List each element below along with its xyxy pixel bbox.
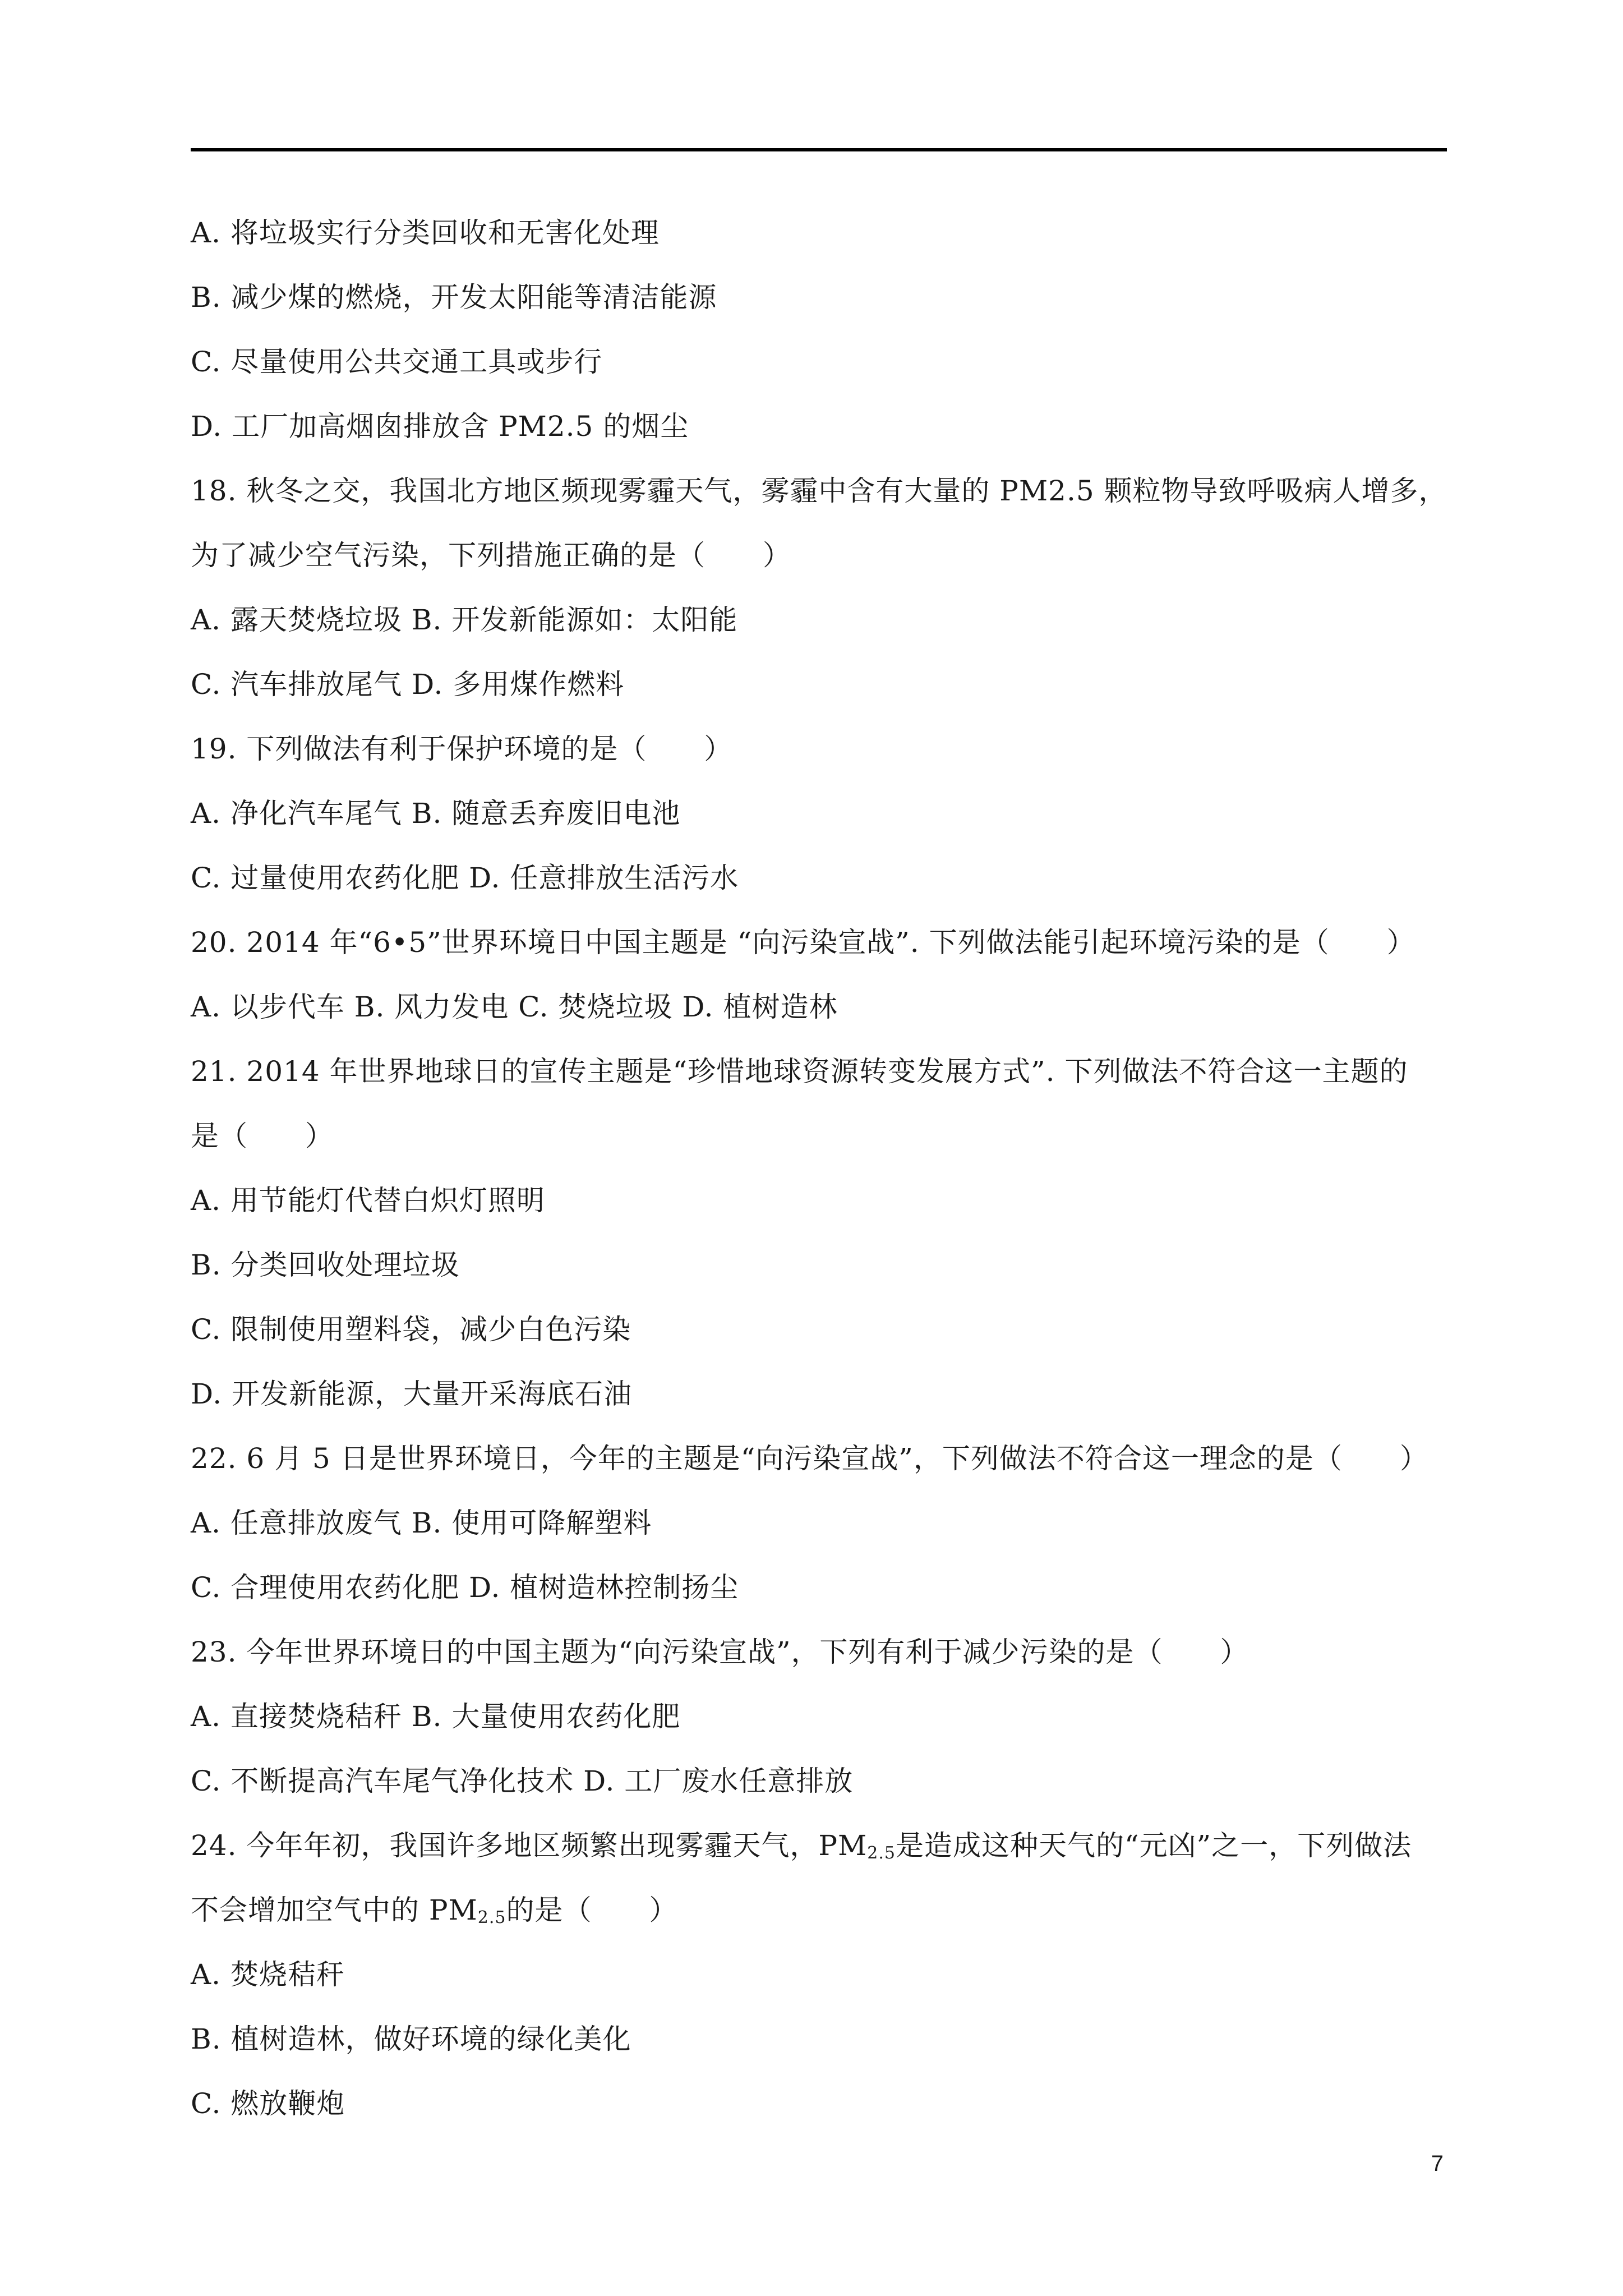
- options-23-ab: A. 直接焚烧秸秆 B. 大量使用农药化肥: [191, 1700, 681, 1733]
- question-19: 19. 下列做法有利于保护环境的是（ ）: [191, 733, 733, 765]
- options-22-ab: A. 任意排放废气 B. 使用可降解塑料: [191, 1507, 652, 1539]
- option-21a: A. 用节能灯代替白炽灯照明: [191, 1184, 545, 1217]
- page-content: [191, 201, 1447, 2136]
- header-rule: [191, 148, 1447, 151]
- q24-line1-text-a: 24. 今年年初，我国许多地区频繁出现雾霾天气，PM: [191, 1829, 868, 1862]
- q24-line2-text-a: 不会增加空气中的 PM: [191, 1894, 478, 1926]
- option-17d: D. 工厂加高烟囱排放含 PM2.5 的烟尘: [191, 410, 689, 443]
- question-21-line-1: 21. 2014 年世界地球日的宣传主题是“珍惜地球资源转变发展方式”. 下列做法不符合这一主题的: [191, 1055, 1408, 1088]
- options-19-cd: C. 过量使用农药化肥 D. 任意排放生活污水: [191, 862, 739, 894]
- page-number: 7: [1431, 2151, 1444, 2176]
- question-22: 22. 6 月 5 日是世界环境日，今年的主题是“向污染宣战”，下列做法不符合这一理念的是（ ）: [191, 1442, 1428, 1475]
- option-21d: D. 开发新能源，大量开采海底石油: [191, 1378, 633, 1410]
- option-17b: B. 减少煤的燃烧，开发太阳能等清洁能源: [191, 281, 717, 314]
- option-17a: A. 将垃圾实行分类回收和无害化处理: [191, 217, 660, 249]
- options-18-ab: A. 露天焚烧垃圾 B. 开发新能源如：太阳能: [191, 604, 738, 636]
- q24-line1-subscript: 2.5: [867, 1843, 896, 1863]
- option-24a: A. 焚烧秸秆: [191, 1958, 345, 1991]
- question-18-line-1: 18. 秋冬之交，我国北方地区频现雾霾天气，雾霾中含有大量的 PM2.5 颗粒物导致呼吸病人增多，: [191, 475, 1447, 507]
- question-21-line-2: 是（ ）: [191, 1120, 334, 1152]
- question-20: 20. 2014 年“6•5”世界环境日中国主题是 “向污染宣战”. 下列做法能引起环境污染的是（ ）: [191, 926, 1415, 959]
- option-17c: C. 尽量使用公共交通工具或步行: [191, 346, 603, 378]
- options-18-cd: C. 汽车排放尾气 D. 多用煤作燃料: [191, 668, 625, 701]
- options-23-cd: C. 不断提高汽车尾气净化技术 D. 工厂废水任意排放: [191, 1765, 854, 1797]
- q24-line1-text-b: 是造成这种天气的“元凶”之一，下列做法: [895, 1829, 1412, 1862]
- option-24c: C. 燃放鞭炮: [191, 2087, 345, 2120]
- q24-line2-text-b: 的是（ ）: [506, 1894, 678, 1926]
- question-23: 23. 今年世界环境日的中国主题为“向污染宣战”，下列有利于减少污染的是（ ）: [191, 1636, 1249, 1668]
- question-24-line-2: [191, 1878, 1447, 1943]
- option-21c: C. 限制使用塑料袋，减少白色污染: [191, 1313, 631, 1346]
- option-21b: B. 分类回收处理垃圾: [191, 1249, 460, 1281]
- question-18-line-2: 为了减少空气污染，下列措施正确的是（ ）: [191, 539, 791, 572]
- question-24-line-1: [191, 1814, 1447, 1878]
- q24-line2-subscript: 2.5: [477, 1908, 506, 1927]
- option-24b: B. 植树造林，做好环境的绿化美化: [191, 2023, 631, 2055]
- options-20: A. 以步代车 B. 风力发电 C. 焚烧垃圾 D. 植树造林: [191, 991, 838, 1023]
- options-19-ab: A. 净化汽车尾气 B. 随意丢弃废旧电池: [191, 797, 681, 830]
- options-22-cd: C. 合理使用农药化肥 D. 植树造林控制扬尘: [191, 1571, 739, 1604]
